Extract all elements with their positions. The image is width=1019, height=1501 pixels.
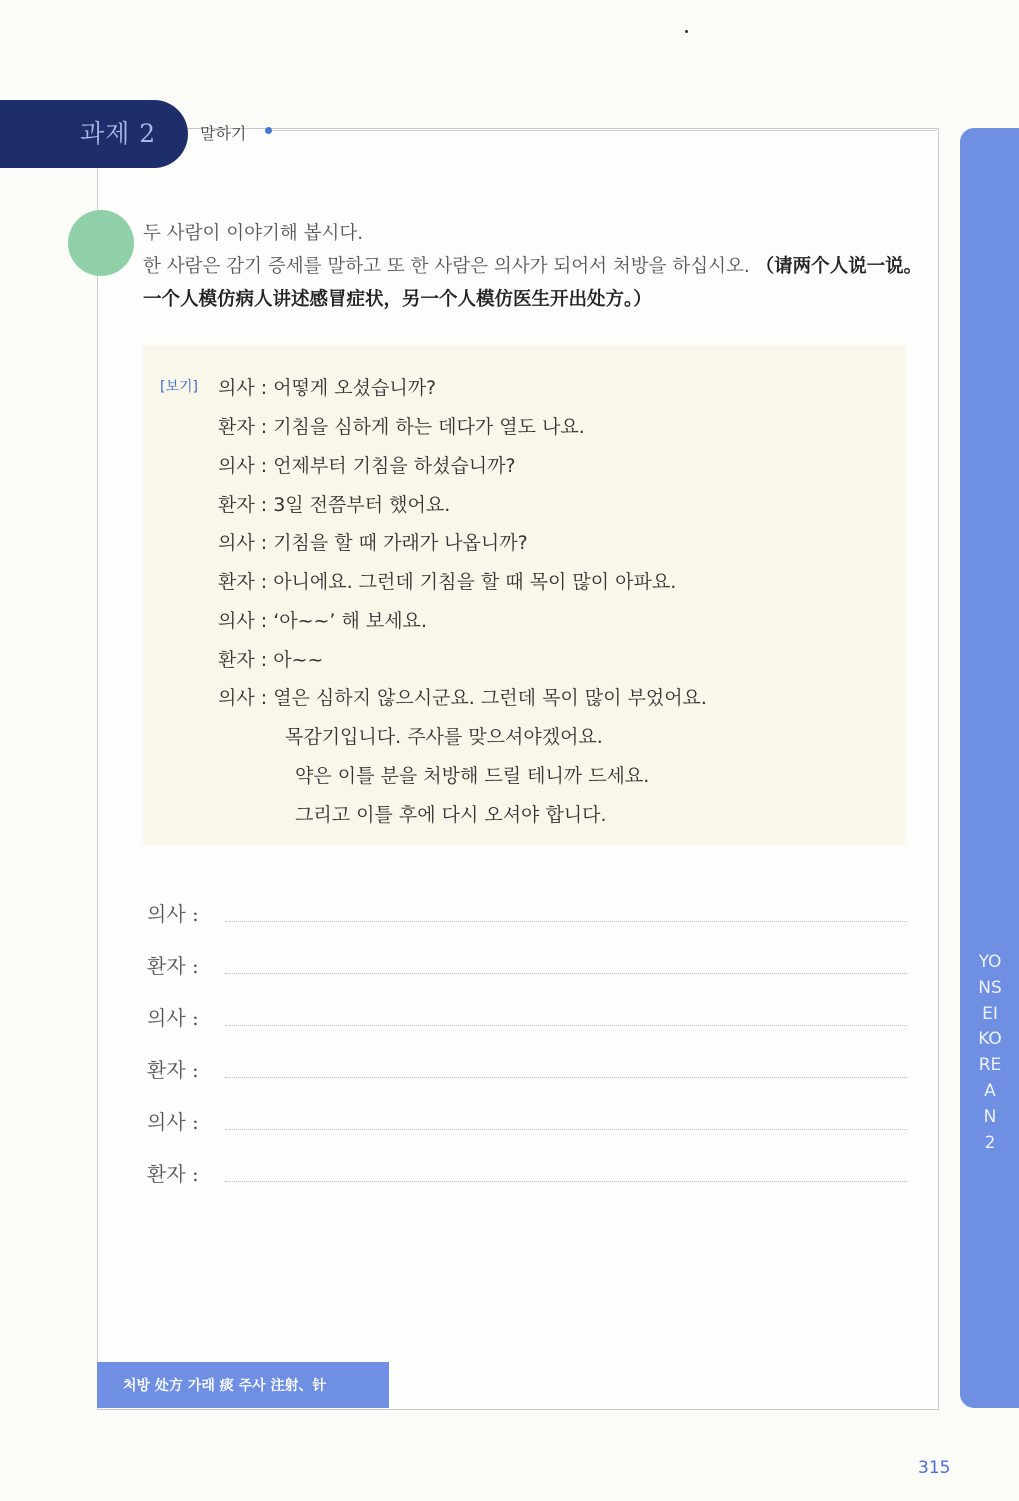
side-tab <box>960 128 1019 1408</box>
example-line: 환자 : 3일 전쯤부터 했어요. <box>218 494 451 516</box>
page-number: 315 <box>918 1458 951 1478</box>
example-label: [보기] <box>160 379 198 395</box>
example-line: 환자 : 기침을 심하게 하는 데다가 열도 나요. <box>218 416 585 438</box>
practice-label: 환자 : <box>147 1058 199 1082</box>
practice-blank[interactable] <box>225 973 907 974</box>
practice-blank[interactable] <box>225 921 907 922</box>
practice-blank[interactable] <box>225 1025 907 1026</box>
vocab-text: 처방 处方 가래 痰 주사 注射、针 <box>123 1378 327 1394</box>
instructions <box>143 217 933 316</box>
practice-label: 의사 : <box>147 902 199 926</box>
example-line: 그리고 이틀 후에 다시 오셔야 합니다. <box>295 804 607 826</box>
practice-label: 의사 : <box>147 1006 199 1030</box>
example-line: 의사 : 기침을 할 때 가래가 나옵니까? <box>218 532 528 554</box>
speck <box>685 30 688 33</box>
example-line: 의사 : ‘아~~’ 해 보세요. <box>218 610 427 632</box>
practice-blank[interactable] <box>225 1181 907 1182</box>
practice-label: 환자 : <box>147 1162 199 1186</box>
example-line: 의사 : 열은 심하지 않으시군요. 그런데 목이 많이 부었어요. <box>218 687 707 709</box>
instruction-line-2: 한 사람은 감기 증세를 말하고 또 한 사람은 의사가 되어서 처방을 하십시오. （请两个人说一说。一个人模仿病人讲述感冒症状，另一个人模仿医生开出处方。） <box>143 256 923 310</box>
example-line: 환자 : 아니에요. 그런데 기침을 할 때 목이 많이 아파요. <box>218 571 677 593</box>
example-line: 약은 이틀 분을 처방해 드릴 테니까 드세요. <box>295 765 650 787</box>
practice-label: 환자 : <box>147 954 199 978</box>
example-line: 목감기입니다. 주사를 맞으셔야겠어요. <box>285 726 603 748</box>
practice-blank[interactable] <box>225 1129 907 1130</box>
example-line: 의사 : 언제부터 기침을 하셨습니까? <box>218 455 516 477</box>
header-divider <box>270 130 937 131</box>
side-series-title: YONSEI KOREAN 2 <box>978 952 1002 1153</box>
task-subtitle: 말하기 <box>200 124 247 143</box>
instruction-chinese: （请两个人说一说。一个人模仿病人讲述感冒症状，另一个人模仿医生开出处方。） <box>143 256 923 310</box>
green-circle-decoration <box>68 210 134 276</box>
practice-blank[interactable] <box>225 1077 907 1078</box>
example-line: 환자 : 아~~ <box>218 649 324 671</box>
task-title: 과제 2 <box>80 119 157 148</box>
practice-label: 의사 : <box>147 1110 199 1134</box>
bullet-dot-icon <box>265 127 272 134</box>
instruction-line-1: 두 사람이 이야기해 봅시다. <box>143 223 364 244</box>
example-line: 의사 : 어떻게 오셨습니까? <box>218 377 437 399</box>
